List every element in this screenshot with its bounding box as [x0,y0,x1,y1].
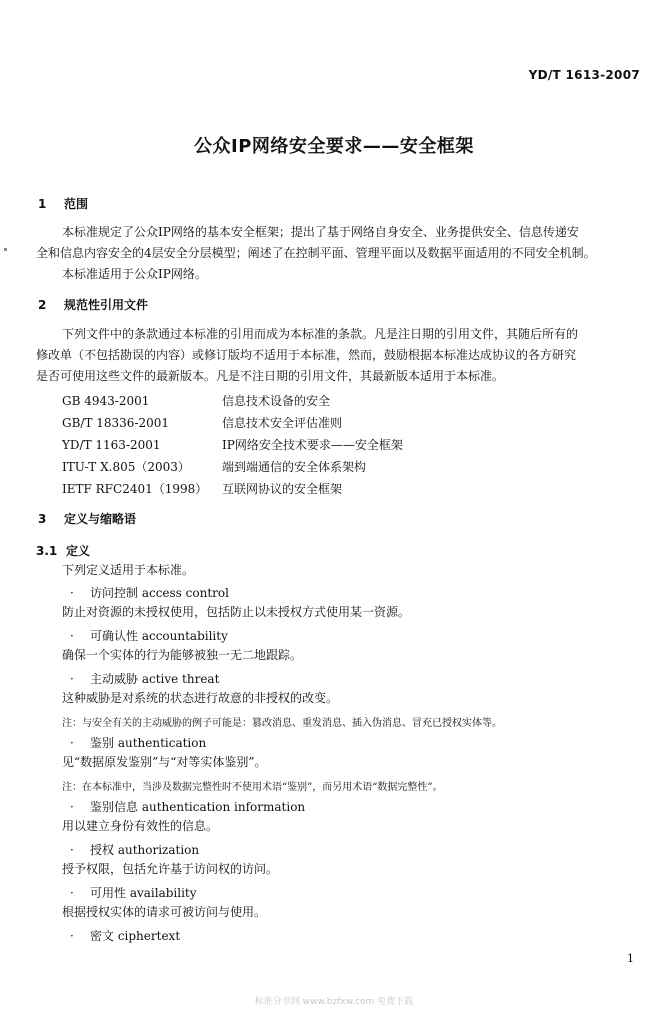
references-paragraph-line-3: 是否可使用这些文件的最新版本。凡是不注日期的引用文件，其最新版本适用于本标准。 [36,369,505,383]
section-number: 1 [38,197,47,211]
document-title: 公众IP网络安全要求——安全框架 [194,136,474,157]
term-bullet: · [70,929,74,943]
term-definition: 授予权限，包括允许基于访问权的访问。 [62,862,279,876]
references-paragraph-line-2: 修改单（不包括勘误的内容）或修订版均不适用于本标准，然而，鼓励根据本标准达成协议的各方研究 [36,348,577,362]
term-name: 主动威胁 active threat [90,672,220,686]
term-entry [70,627,228,644]
subsection-number: 3.1 [36,544,58,558]
term-name: 授权 authorization [90,843,200,857]
term-name: 鉴别 authentication [90,736,207,750]
reference-title: 端到端通信的安全体系架构 [222,460,367,474]
term-definition: 见“数据原发鉴别”与“对等实体鉴别”。 [62,755,267,769]
term-bullet: · [70,629,74,643]
scope-paragraph-line-2: 全和信息内容安全的4层安全分层模型；阐述了在控制平面、管理平面以及数据平面适用的不同安全机制。 [36,246,596,260]
references-paragraph-line-1: 下列文件中的条款通过本标准的引用而成为本标准的条款。凡是注日期的引用文件，其随后所有的 [62,327,579,341]
term-bullet: · [70,886,74,900]
reference-entry [62,436,403,453]
scope-applicability: 本标准适用于公众IP网络。 [62,267,207,281]
term-entry [70,734,206,751]
section-title: 范围 [64,197,89,211]
reference-entry [62,392,330,409]
section-2-heading [38,296,148,313]
term-bullet: · [70,672,74,686]
reference-title: 信息技术安全评估准则 [222,416,343,430]
term-name: 密文 ciphertext [90,929,181,943]
scan-margin-mark [4,248,7,251]
reference-title: IP网络安全技术要求——安全框架 [222,438,403,452]
term-definition: 防止对资源的未授权使用，包括防止以未授权方式使用某一资源。 [62,605,411,619]
reference-entry [62,458,366,475]
subsection-title: 定义 [66,544,91,558]
scope-paragraph-line-1: 本标准规定了公众IP网络的基本安全框架；提出了基于网络自身安全、业务提供安全、信息传递安 [62,225,579,239]
note-authentication: 注：在本标准中，当涉及数据完整性时不使用术语“鉴别”，而另用术语“数据完整性”。 [62,782,443,793]
term-definition: 这种威胁是对系统的状态进行故意的非授权的改变。 [62,691,339,705]
page-number: 1 [627,952,634,965]
term-bullet: · [70,586,74,600]
section-3-heading [38,510,136,527]
reference-title: 互联网协议的安全框架 [222,482,343,496]
term-entry [70,670,219,687]
term-bullet: · [70,736,74,750]
term-bullet: · [70,843,74,857]
reference-code: GB/T 18336-2001 [62,416,170,430]
term-definition: 用以建立身份有效性的信息。 [62,819,219,833]
term-entry [70,841,199,858]
section-number: 3 [38,512,47,526]
reference-entry [62,480,342,497]
section-title: 规范性引用文件 [64,298,149,312]
term-entry [70,884,197,901]
footer-watermark: 标准分享网 www.bzfxw.com 免费下载 [254,997,414,1007]
term-definition: 根据授权实体的请求可被访问与使用。 [62,905,267,919]
reference-code: YD/T 1163-2001 [62,438,161,452]
term-name: 可确认性 accountability [90,629,228,643]
term-name: 可用性 availability [90,886,197,900]
reference-entry [62,414,342,431]
term-bullet: · [70,800,74,814]
term-name: 访问控制 access control [90,586,229,600]
section-number: 2 [38,298,47,312]
note-active-threat: 注：与安全有关的主动威胁的例子可能是：篡改消息、重发消息、插入伪消息、冒充已授权实体等。 [62,718,502,729]
section-1-heading [38,195,88,212]
term-entry [70,927,180,944]
section-title: 定义与缩略语 [64,512,137,526]
reference-code: GB 4943-2001 [62,394,150,408]
reference-title: 信息技术设备的安全 [222,394,331,408]
definitions-intro: 下列定义适用于本标准。 [62,563,195,577]
term-name: 鉴别信息 authentication information [90,800,306,814]
reference-code: IETF RFC2401（1998） [62,482,208,496]
term-entry [70,798,305,815]
subsection-3-1-heading [36,542,90,559]
reference-code: ITU-T X.805（2003） [62,460,190,474]
term-entry [70,584,229,601]
standard-id: YD/T 1613-2007 [528,68,640,82]
term-definition: 确保一个实体的行为能够被独一无二地跟踪。 [62,648,303,662]
